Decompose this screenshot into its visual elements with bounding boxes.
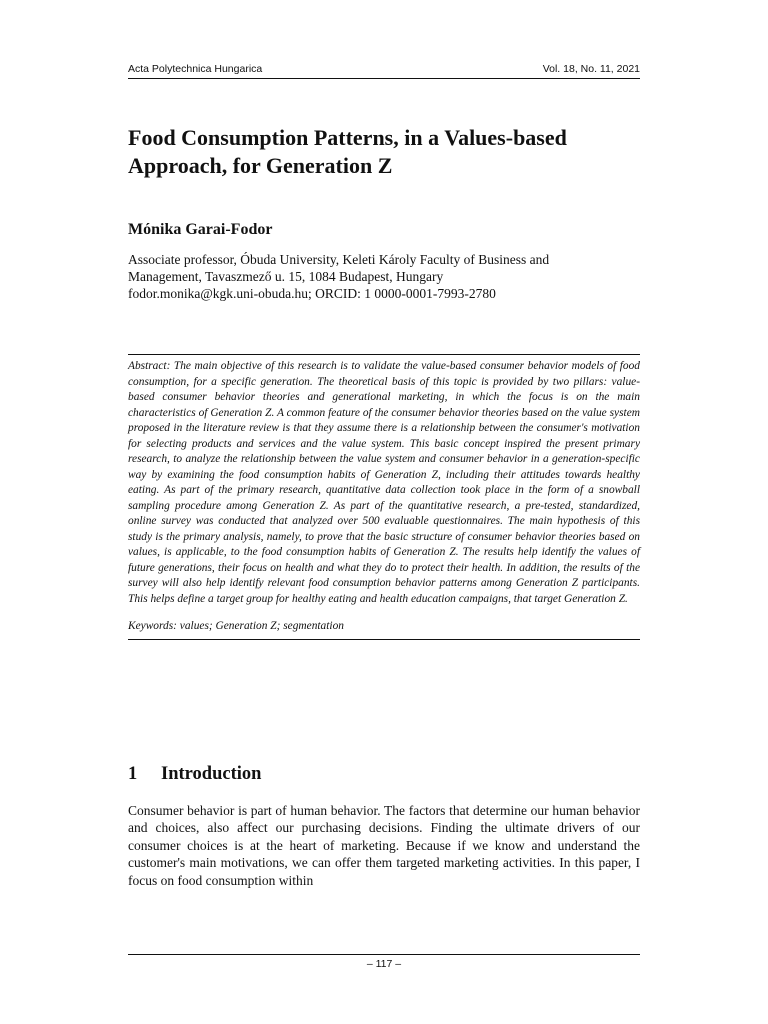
abstract-box [128, 354, 640, 640]
abstract-text: Abstract: The main objective of this research is to validate the value-based consumer behavior models of food consumption, for a specific generation. The theoretical basis of this topic is provided by two pillars: value-based consumer behavior theories and generational marketing, in which the focus is on the main characteristics of Generation Z. A common feature of the consumer behavior theories based on the value system proposed in the literature review is that they assume there is a relationship between the consumer's motivation for selecting products and services and the value system. This basic concept inspired the present primary research, to analyze the relationship between the value system and consumer behavior in a generation-specific way by examining the food consumption habits of Generation Z, including their attitudes towards healthy eating. As part of the primary research, quantitative data collection took place in the form of a snowball sampling procedure among Generation Z. As part of the quantitative research, a pre-tested, standardized, online survey was conducted that analyzed over 500 evaluable questionnaires. The main hypothesis of this study is the primary analysis, namely, to prove that the basic structure of consumer behavior theories based on values, is applicable, to the food consumption habits of Generation Z. The results help identify the values of future generations, their focus on health and what they do to protect their health. In addition, the results of the survey will also help identify relevant food consumption behavior patterns among Generation Z participants. This helps define a target group for healthy eating and health education campaigns, that target Generation Z. [128, 360, 640, 605]
author-name: Mónika Garai-Fodor [128, 221, 273, 238]
journal-name: Acta Polytechnica Hungarica [128, 63, 263, 75]
section-heading [128, 764, 261, 785]
author-affiliation [128, 251, 643, 302]
affiliation-line: Management, Tavaszmező u. 15, 1084 Budapest, Hungary [128, 269, 444, 284]
footer-rule [128, 954, 640, 955]
page-number: – 117 – [366, 958, 402, 970]
section-title: Introduction [161, 764, 262, 784]
affiliation-line: Associate professor, Óbuda University, Keleti Károly Faculty of Business and [128, 252, 550, 267]
body-paragraph: Consumer behavior is part of human behavior. The factors that determine our human behavior and choices, also affect our purchasing decisions. Finding the ultimate drivers of our consumer choices is at the heart of marketing. Because if we know and understand the customer's main motivations, we can offer them targeted marketing activities. In this paper, I focus on food consumption within [128, 803, 640, 888]
author-email-orcid: fodor.monika@kgk.uni-obuda.hu; ORCID: 1 0000-0001-7993-2780 [128, 286, 496, 301]
volume-info: Vol. 18, No. 11, 2021 [542, 63, 640, 75]
keywords: Keywords: values; Generation Z; segmentation [128, 620, 344, 632]
section-number: 1 [128, 764, 138, 784]
paper-title: Food Consumption Patterns, in a Values-based Approach, for Generation Z [128, 125, 567, 178]
running-header [128, 63, 640, 79]
